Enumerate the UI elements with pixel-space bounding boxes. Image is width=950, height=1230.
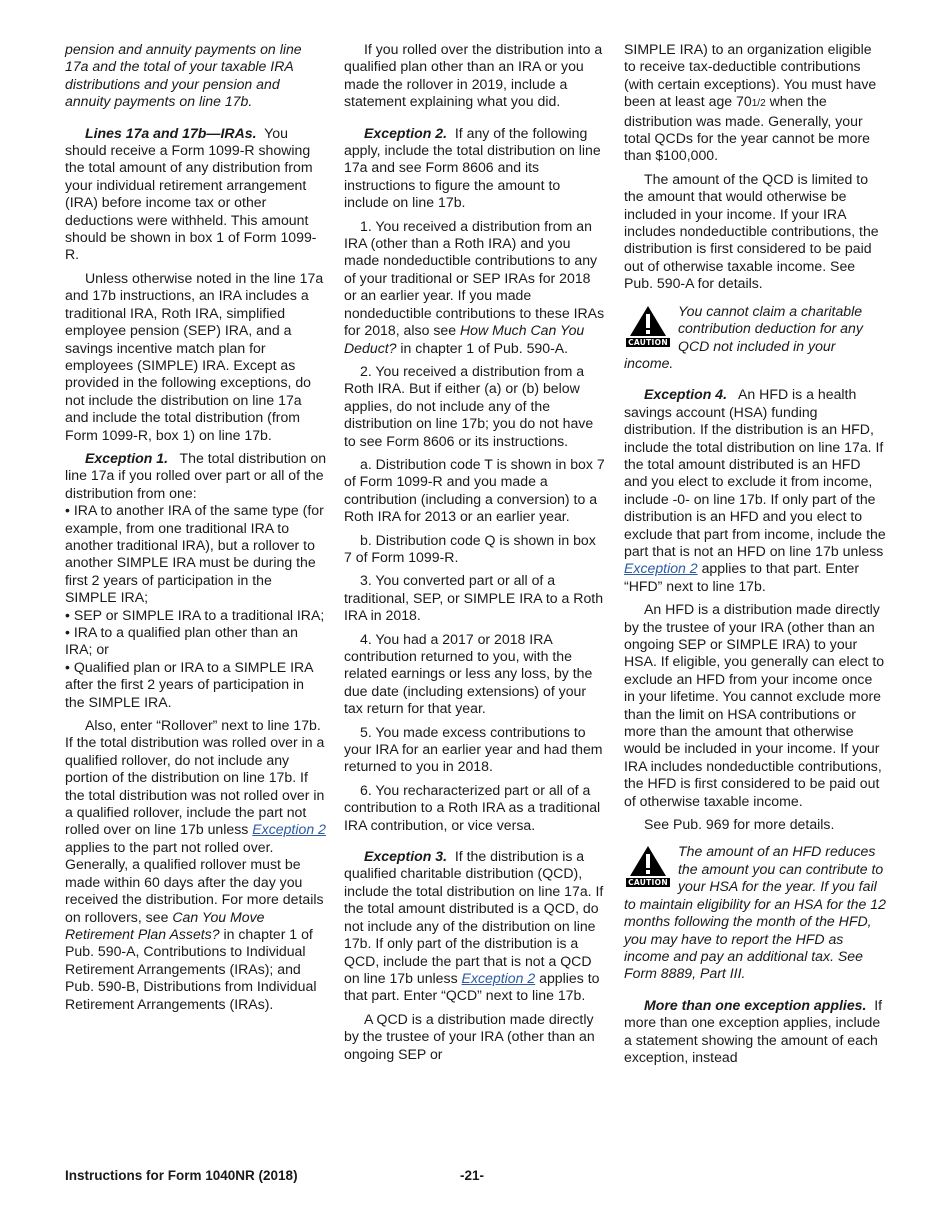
rollover-text: applies to the part not rolled over. Generally, a qualified rollover must be made within 60 days after the day you received the distribution. For more details on rollovers, see	[65, 838, 324, 925]
exception-2-item-3: 3. You converted part or all of a traditional, SEP, or SIMPLE IRA to a Roth IRA in 2018.	[344, 572, 604, 624]
page-number: -21-	[460, 1168, 485, 1183]
qcd-limit-paragraph: The amount of the QCD is limited to the amount that would otherwise be included in your income. If your IRA includes nondeductible contributions, the distribution is first considered to be paid out of otherwise taxable income. See Pub. 590-A for details.	[624, 170, 879, 292]
footer-title: Instructions for Form 1040NR (2018)	[65, 1168, 298, 1183]
iras-text: You should receive a Form 1099-R showing the total amount of any distribution from your individual retirement arrangement (IRA) before income tax or other deductions were withheld. This amount should be shown in box 1 of Form 1099-R.	[65, 124, 317, 263]
exception-2-item-2b: b. Distribution code Q is shown in box 7 of Form 1099-R.	[344, 531, 596, 565]
column-2	[344, 41, 606, 1069]
caution-icon	[624, 305, 672, 349]
bullet-text: IRA to a qualified plan other than an IRA; or	[65, 624, 298, 658]
intro-paragraph: pension and annuity payments on line 17a and the total of your taxable IRA distributions and your pension and annuity payments on line 17b.	[65, 41, 302, 110]
item-text: in chapter 1 of Pub. 590-A.	[400, 339, 569, 356]
rollover-text: Also, enter “Rollover” next to line 17b. If the total distribution was rolled over in a qualified rollover, do not include any portion of the distribution on line 17b. If the total distribution was not rolled over in a qualified rollover, include the part not rolled over on line 17b unless	[65, 717, 325, 838]
more-than-one-paragraph	[624, 997, 886, 1067]
caution-icon	[624, 845, 672, 889]
qcd-text: when the distribution was made. Generally, your total QCDs for the year cannot be more than $100,000.	[624, 93, 870, 164]
exception-2-item-1	[344, 218, 606, 357]
exception-2-item-6: 6. You recharacterized part or all of a contribution to a Roth IRA as a traditional IRA contribution, or vice versa.	[344, 781, 601, 833]
more-than-one-text: If more than one exception applies, include a statement showing the amount of each exception, instead	[624, 996, 883, 1065]
caution-label: CAUTION	[628, 878, 668, 888]
bullet-item	[65, 624, 327, 659]
exception-4-text: An HFD is a health savings account (HSA) funding distribution. If the distribution is an HFD, include the total distribution on line 17a. If the total amount distributed is an HFD and you elect to exclude it from income, include -0- on line 17b. If only part of the distribution is an HFD and you elect to exclude that part from income, include the part that is not an HFD on line 17b unless	[624, 386, 886, 559]
qcd-text: SIMPLE IRA) to an organization eligible to receive tax-deductible contributions (with certain exceptions). You must have been at least age 70	[624, 41, 877, 110]
rollover-text: in chapter 1 of Pub. 590-A, Contributions to Individual Retirement Arrangements (IRAs); and Pub. 590-B, Distributions from Individual Retirement Arrangements (IRAs).	[65, 925, 317, 1012]
exception-2-item-4: 4. You had a 2017 or 2018 IRA contribution returned to you, with the related earnings or less any loss, by the due date (including extensions) of your tax return for that year.	[344, 630, 593, 717]
exception-3-text: If the distribution is a qualified charitable distribution (QCD), include the total distribution on line 17a. If the total amount distributed is a QCD, do not include any of the distribution on line 17b. If only part of the distribution is a QCD, include the part that is not a QCD on line 17b unless	[344, 848, 604, 986]
caution-box-2	[624, 843, 886, 982]
exception-1-paragraph	[65, 450, 327, 502]
exception-2-item-2: 2. You received a distribution from a Roth IRA. But if either (a) or (b) below applies, do not include any of the distribution on line 17b; you do not have to see Form 8606 or its instructions.	[344, 362, 594, 449]
bullet-icon: •	[65, 502, 70, 519]
age-fraction: 1/2	[751, 98, 766, 110]
exception-4-text: applies to that part. Enter “HFD” next to line 17b.	[624, 560, 860, 594]
qcd-continued-paragraph	[624, 41, 886, 165]
bullet-item	[65, 607, 327, 624]
bullet-text: IRA to another IRA of the same type (for example, from one traditional IRA to another traditional IRA), but a rollover to another SIMPLE IRA must be during the first 2 years of participation in the SIMPLE IRA;	[65, 502, 324, 606]
column-1	[65, 41, 327, 1019]
bullet-item	[65, 659, 327, 711]
item-italic: How Much Can You Deduct?	[344, 322, 585, 356]
caution-text: You cannot claim a charitable contribution deduction for any QCD not included in your income.	[624, 302, 863, 371]
qcd-paragraph: A QCD is a distribution made directly by the trustee of your IRA (other than an ongoing SEP or	[344, 1010, 595, 1062]
caution-box-1	[624, 303, 886, 373]
exception-1-heading: Exception 1.	[85, 449, 169, 466]
caution-text: The amount of an HFD reduces the amount you can contribute to your HSA for the year. If you fail to maintain eligibility for an HSA for the 12 months following the month of the HFD, you may have to report the HFD as income and pay an additional tax. See Form 8889, Part III.	[624, 843, 886, 982]
bullet-icon: •	[65, 658, 70, 675]
exception-2-text: If any of the following apply, include the total distribution on line 17a and see Form 8606 and its instructions to figure the amount to include on line 17b.	[344, 124, 601, 211]
exception-4-paragraph	[624, 386, 886, 595]
more-than-one-heading: More than one exception applies.	[644, 996, 867, 1013]
iras-paragraph	[65, 125, 327, 264]
hfd-paragraph: An HFD is a distribution made directly by the trustee of your IRA (other than an ongoing SEP or SIMPLE IRA) to your HSA. If eligible, you generally can elect to exclude an HFD from your income once in your lifetime. You cannot exclude more than the limit on HSA contributions or more than the amount that otherwise would be included in your income. If your IRA includes nondeductible contributions, the HFD is first considered to be paid out of otherwise taxable income.	[624, 601, 885, 809]
exception-3-paragraph	[344, 848, 606, 1005]
exception-1-text: The total distribution on line 17a if you rolled over part or all of the distribution from one:	[65, 449, 327, 501]
page-footer	[65, 1168, 885, 1186]
exception-3-heading: Exception 3.	[364, 848, 448, 865]
bullet-text: SEP or SIMPLE IRA to a traditional IRA;	[73, 606, 325, 623]
bullet-icon: •	[65, 606, 70, 623]
column-3	[624, 41, 886, 1072]
exception-2-link[interactable]: Exception 2	[461, 969, 536, 986]
exception-2-link[interactable]: Exception 2	[624, 560, 698, 577]
bullet-item	[65, 502, 327, 606]
item-text: 1. You received a distribution from an IRA (other than a Roth IRA) and you made nondeductible contributions to any of your traditional or SEP IRAs for 2018 or an earlier year. If you made nondeductible contributions to these IRAs for 2018, also see	[344, 217, 605, 339]
rollover-paragraph	[65, 717, 327, 1013]
exception-4-heading: Exception 4.	[644, 386, 728, 403]
rollover-italic: Can You Move Retirement Plan Assets?	[65, 908, 265, 942]
exception-2-link[interactable]: Exception 2	[252, 821, 326, 838]
exception-3-text: applies to that part. Enter “QCD” next to line 17b.	[344, 969, 600, 1004]
see-pub-969: See Pub. 969 for more details.	[644, 816, 835, 833]
exception-2-item-2a: a. Distribution code T is shown in box 7 of Form 1099-R and you made a contribution (including a conversion) to a Roth IRA for 2013 or an earlier year.	[344, 455, 605, 525]
bullet-icon: •	[65, 624, 70, 640]
iras-heading: Lines 17a and 17b—IRAs.	[85, 124, 257, 141]
bullet-text: Qualified plan or IRA to a SIMPLE IRA after the first 2 years of participation in the SIMPLE IRA.	[65, 658, 313, 710]
exception-2-paragraph	[344, 125, 606, 212]
exception-2-heading: Exception 2.	[364, 124, 448, 141]
exception-2-item-5: 5. You made excess contributions to your IRA for an earlier year and had them returned to you in 2018.	[344, 723, 603, 775]
rolled-paragraph: If you rolled over the distribution into a qualified plan other than an IRA or you made the rollover in 2019, include a statement explaining what you did.	[344, 41, 603, 110]
unless-paragraph: Unless otherwise noted in the line 17a and 17b instructions, an IRA includes a traditional IRA, Roth IRA, simplified employee pension (SEP) IRA, and a savings incentive match plan for employees (SIMPLE) IRA. Except as provided in the following exceptions, do not include the distribution on line 17a and include the total distribution (from Form 1099-R, box 1) on line 17b.	[65, 269, 324, 443]
caution-label: CAUTION	[628, 337, 668, 347]
